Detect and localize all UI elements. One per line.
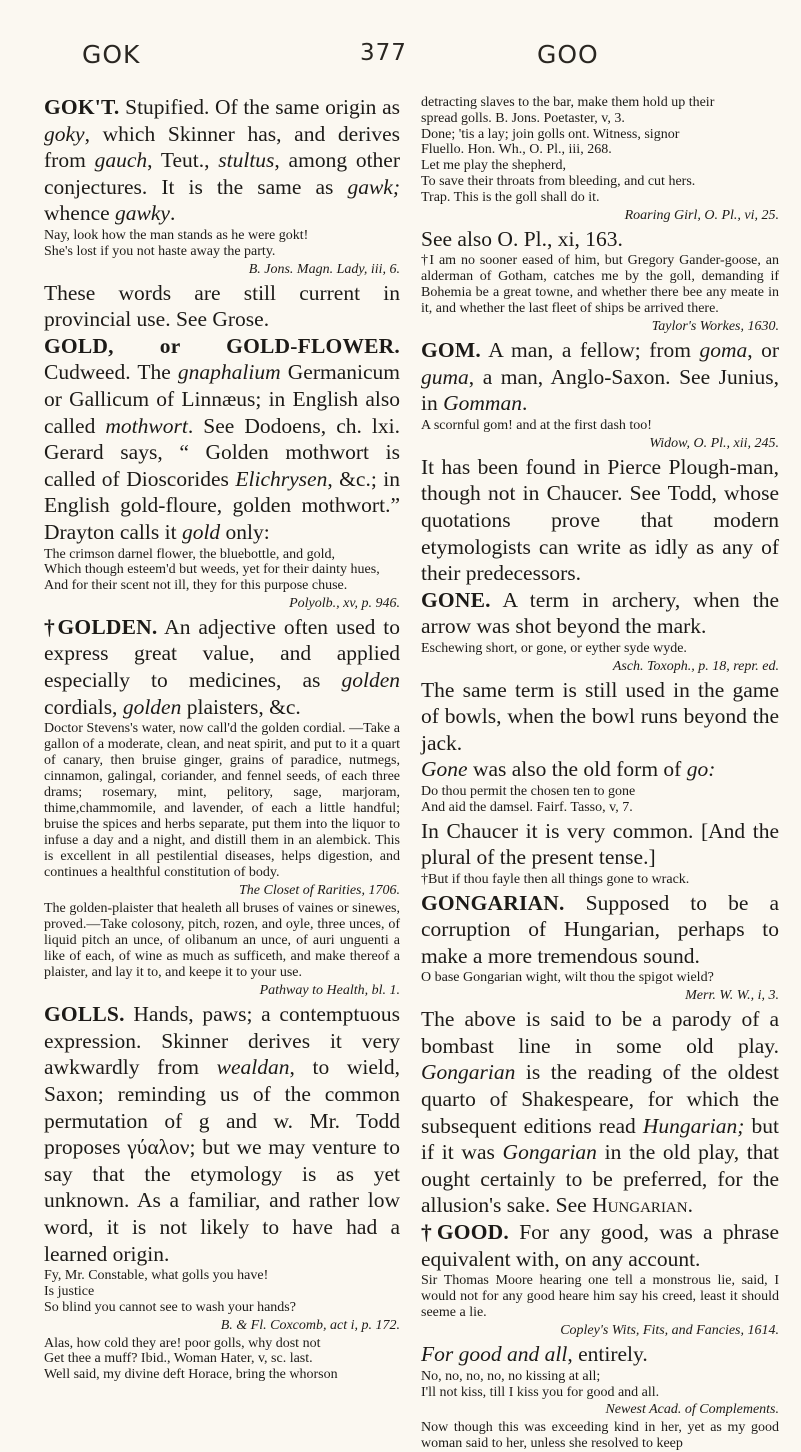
verse-quotation xyxy=(421,641,779,657)
text-run: A man, a fellow; from xyxy=(480,338,700,363)
verse-quotation xyxy=(44,1268,400,1315)
verse-quotation xyxy=(421,970,779,986)
quotation-line: Trap. This is the goll shall do it. xyxy=(421,189,600,205)
page-number: 377 xyxy=(360,40,407,66)
verse-quotation xyxy=(421,418,779,434)
text-run: Hands, paws; a contemptuous expression. Skinner derives it very awkwardly from xyxy=(44,1002,400,1080)
headword: GONGARIAN. xyxy=(421,890,565,915)
quotation-line: Do thou permit the chosen ten to gone xyxy=(421,784,636,800)
text-run: , to wield, Saxon; reminding us of the common permutation of g and w. Mr. Todd proposes γύαλον; but we may venture to say that the etymology is as yet unknown. As a familiar, and rather low word, it is not likely to have had a learned origin. xyxy=(44,1055,400,1266)
entry-paragraph xyxy=(44,1001,400,1267)
italic-term: Gongarian xyxy=(421,1060,516,1085)
quotation-line: Let me play the shepherd, xyxy=(421,158,567,174)
text-run: Germanicum or Gallicum of Linnæus; in English also called xyxy=(44,360,400,438)
verse-quotation xyxy=(421,784,779,816)
prose-quotation: Doctor Stevens's water, now call'd the golden cordial. —Take a gallon of a moderate, clean, and neat spirit, and put to it a quart of canary, then bruise ginger, grains of paradice, nutmegs, cinnamon, galingal, coriander, and fennel seeds, of each three drams; rosemary, mint, pelitory, sage, marjoram, thime,chammomile, and lavender, of each a little handful; bruise the spices and herbs separate, put them into the liquor to infuse a day and a night, and distill them in an alembick. This is excellent in all pestilential diseases, helps digestion, and continues a healthful constitution of body. xyxy=(44,721,400,881)
quotation-line: †But if thou fayle then all things gone to wrack. xyxy=(421,871,690,887)
headword: GOLLS. xyxy=(44,1002,125,1027)
text-run: cordials, xyxy=(44,694,123,719)
italic-term: goky xyxy=(44,121,85,146)
text-run: . xyxy=(521,391,528,416)
text-run: , which Skinner has, and derives from xyxy=(44,121,400,173)
quotation-line: detracting slaves to the bar, make them hold up their xyxy=(421,95,715,110)
verse-quotation xyxy=(44,547,400,594)
entry-paragraph xyxy=(44,333,400,546)
entry-paragraph xyxy=(421,1219,779,1272)
text-run: plaisters, &c. xyxy=(181,694,301,719)
text-run: , &c.; in English gold-floure, golden mothwort.” Drayton calls it xyxy=(44,466,400,544)
citation: Roaring Girl, O. Pl., vi, 25. xyxy=(624,207,779,223)
page-header xyxy=(0,40,801,80)
verse-quotation xyxy=(421,1369,779,1401)
text-run: The above is said to be a parody of a bombast line in some old play. xyxy=(421,1007,779,1058)
quotation-line: Done; 'tis a lay; join golls ont. Witness, signor xyxy=(421,126,680,142)
citation: The Closet of Rarities, 1706. xyxy=(239,883,400,899)
citation: Polyolb., xv, p. 946. xyxy=(289,595,400,611)
header-left-guideword: GOK xyxy=(82,40,141,69)
prose-quotation: Sir Thomas Moore hearing one tell a monstrous lie, said, I would not for any good heare him say his creed, least it should seeme a lie. xyxy=(421,1273,779,1321)
italic-term: gawky xyxy=(115,201,170,226)
verse-quotation xyxy=(421,872,779,888)
text-run: In Chaucer it is very common. [And the plural of the present tense.] xyxy=(421,818,779,870)
italic-term: goma xyxy=(699,338,748,363)
italic-term: Gongarian xyxy=(502,1140,597,1165)
italic-term: go: xyxy=(686,757,716,782)
italic-term: For good and all xyxy=(421,1342,568,1367)
entry-paragraph xyxy=(421,818,779,871)
text-run: An adjective often used to express great value, and applied especially to medicines, as xyxy=(44,614,401,693)
entry-paragraph xyxy=(44,614,400,720)
left-column xyxy=(44,94,401,1383)
italic-term: Elichrysen xyxy=(235,466,328,491)
verse-quotation xyxy=(44,228,400,260)
verse-quotation xyxy=(421,95,779,206)
quotation-line: The crimson darnel flower, the bluebottle, and gold, xyxy=(44,546,336,562)
text-run: See also O. Pl., xi, 163. xyxy=(421,226,623,251)
quotation-line: Fluello. Hon. Wh., O. Pl., iii, 268. xyxy=(421,142,612,158)
headword: †GOOD. xyxy=(421,1219,509,1244)
entry-paragraph xyxy=(421,226,779,253)
prose-quotation: Now though this was exceeding kind in her, yet as my good woman said to her, unless she resolved to keep xyxy=(421,1420,779,1452)
quotation-line: And for their scent not ill, they for this purpose chuse. xyxy=(44,578,348,594)
quotation-line: Eschewing short, or gone, or eyther syde wyde. xyxy=(421,640,687,656)
italic-term: gold xyxy=(181,519,221,544)
entry-paragraph xyxy=(421,756,779,783)
text-run: Cudweed. The xyxy=(44,360,178,385)
text-run: The same term is still used in the game of bowls, when the bowl runs beyond the jack. xyxy=(421,677,779,755)
entry-paragraph xyxy=(421,890,779,970)
text-run: . xyxy=(169,201,176,226)
headword: GOLD, or GOLD-FLOWER. xyxy=(44,333,400,358)
entry-paragraph xyxy=(44,94,400,227)
citation: Merr. W. W., i, 3. xyxy=(685,988,779,1004)
cross-reference: Hungarian. xyxy=(592,1193,693,1218)
text-run: only: xyxy=(220,519,270,544)
citation: Newest Acad. of Complements. xyxy=(605,1402,779,1418)
quotation-line: Fy, Mr. Constable, what golls you have! xyxy=(44,1268,269,1284)
quotation-line: And aid the damsel. Fairf. Tasso, v, 7. xyxy=(421,799,633,815)
italic-term: guma xyxy=(421,364,469,389)
text-run: , among other conjectures. It is the same as xyxy=(44,148,401,199)
text-run: , or xyxy=(747,338,779,363)
text-run: in the old play, that ought certainly to be preferred, for the allusion's sake. See xyxy=(421,1140,779,1218)
text-run: whence xyxy=(44,201,116,226)
text-run: These words are still current in provincial use. See Grose. xyxy=(44,280,400,332)
entry-paragraph xyxy=(421,1341,779,1368)
entry-paragraph xyxy=(421,454,779,587)
text-run: was also the old form of xyxy=(467,757,687,782)
italic-term: golden xyxy=(122,694,182,719)
entry-paragraph xyxy=(421,587,779,640)
text-run: , Teut., xyxy=(147,148,219,173)
text-run: . See Dodoens, ch. lxi. Gerard says, “ Golden mothwort is called of Dioscorides xyxy=(44,413,401,491)
quotation-line: O base Gongarian wight, wilt thou the spigot wield? xyxy=(421,970,714,986)
quotation-line: A scornful gom! and at the first dash too! xyxy=(421,417,652,433)
headword: GOM. xyxy=(421,338,481,363)
text-run: A term in archery, when the arrow was shot beyond the mark. xyxy=(421,587,779,639)
entry-paragraph xyxy=(44,280,400,333)
headword: †GOLDEN. xyxy=(44,614,158,639)
header-right-guideword: GOO xyxy=(537,40,599,69)
citation: Copley's Wits, Fits, and Fancies, 1614. xyxy=(560,1323,779,1339)
quotation-line: To save their throats from bleeding, and cut hers. xyxy=(421,173,696,189)
headword: GONE. xyxy=(421,587,491,612)
italic-term: golden xyxy=(341,668,400,693)
text-run: Stupified. Of the same origin as xyxy=(119,95,400,119)
italic-term: mothwort xyxy=(105,413,188,438)
entry-paragraph xyxy=(421,337,779,417)
italic-term: Gone xyxy=(421,757,468,782)
italic-term: gnaphalium xyxy=(177,360,281,385)
text-run: , a man, Anglo-Saxon. See Junius, in xyxy=(421,364,779,416)
text-run: Supposed to be a corruption of Hungarian, perhaps to make a more tremendous sound. xyxy=(421,890,779,968)
quotation-line: No, no, no, no, no kissing at all; xyxy=(421,1368,601,1384)
italic-term: stultus xyxy=(218,148,275,173)
italic-term: Gomman xyxy=(443,391,522,416)
text-run: is the reading of the oldest quarto of Shakespeare, for which the subsequent editions read xyxy=(421,1060,779,1138)
citation: Pathway to Health, bl. 1. xyxy=(259,983,400,999)
quotation-line: spread golls. B. Jons. Poetaster, v, 3. xyxy=(421,110,625,126)
italic-term: gawk; xyxy=(347,174,400,199)
italic-term: gauch xyxy=(94,148,148,173)
quotation-line: Which though esteem'd but weeds, yet for their dainty hues, xyxy=(44,562,380,578)
citation: B. Jons. Magn. Lady, iii, 6. xyxy=(248,261,400,277)
citation: Asch. Toxoph., p. 18, repr. ed. xyxy=(612,658,779,674)
prose-quotation: †I am no sooner eased of him, but Gregory Gander-goose, an alderman of Gotham, catches me by the goll, demanding if Bohemia be a great towne, and whether there bee any meate in it, and whether the last fleet of ships be arrived there. xyxy=(421,253,779,317)
quotation-line: Get thee a muff? Ibid., Woman Hater, v, sc. last. xyxy=(44,1351,313,1367)
quotation-line: I'll not kiss, till I kiss you for good and all. xyxy=(421,1384,660,1400)
prose-quotation: The golden-plaister that healeth all bruses of vaines or sinewes, proved.—Take colosony, pitch, rozen, and oyle, three unces, of liquid pitch an unce, of olibanum an unce, of auri unguenti a like of each, of wine as much as sufficeth, and make thereof a plaister, and lay it to, and keepe it to your use. xyxy=(44,901,400,981)
citation: Taylor's Workes, 1630. xyxy=(651,319,779,335)
text-run: but if it was xyxy=(421,1113,779,1165)
quotation-line: Well said, my divine deft Horace, bring the whorson xyxy=(44,1367,338,1383)
quotation-line: Is justice xyxy=(44,1284,95,1299)
text-run: For any good, was a phrase equivalent with, on any account. xyxy=(421,1219,779,1271)
text-run: , entirely. xyxy=(567,1342,648,1367)
italic-term: Hungarian; xyxy=(642,1113,745,1138)
citation: Widow, O. Pl., xii, 245. xyxy=(649,435,779,451)
text-run: It has been found in Pierce Plough-man, though not in Chaucer. See Todd, whose quotations prove that modern etymologists can write as idly as any of their predecessors. xyxy=(421,454,779,586)
headword: GOK'T. xyxy=(44,95,120,119)
quotation-line: She's lost if you not haste away the party. xyxy=(44,243,276,259)
entry-paragraph xyxy=(421,1006,779,1219)
citation: B. & Fl. Coxcomb, act i, p. 172. xyxy=(220,1317,400,1333)
quotation-line: Nay, look how the man stands as he were gokt! xyxy=(44,227,309,243)
quotation-line: So blind you cannot see to wash your hands? xyxy=(44,1299,296,1315)
entry-paragraph xyxy=(421,677,779,757)
right-column xyxy=(421,94,779,1452)
italic-term: wealdan xyxy=(216,1055,290,1080)
verse-quotation xyxy=(44,1336,400,1383)
quotation-line: Alas, how cold they are! poor golls, why dost not xyxy=(44,1335,321,1351)
